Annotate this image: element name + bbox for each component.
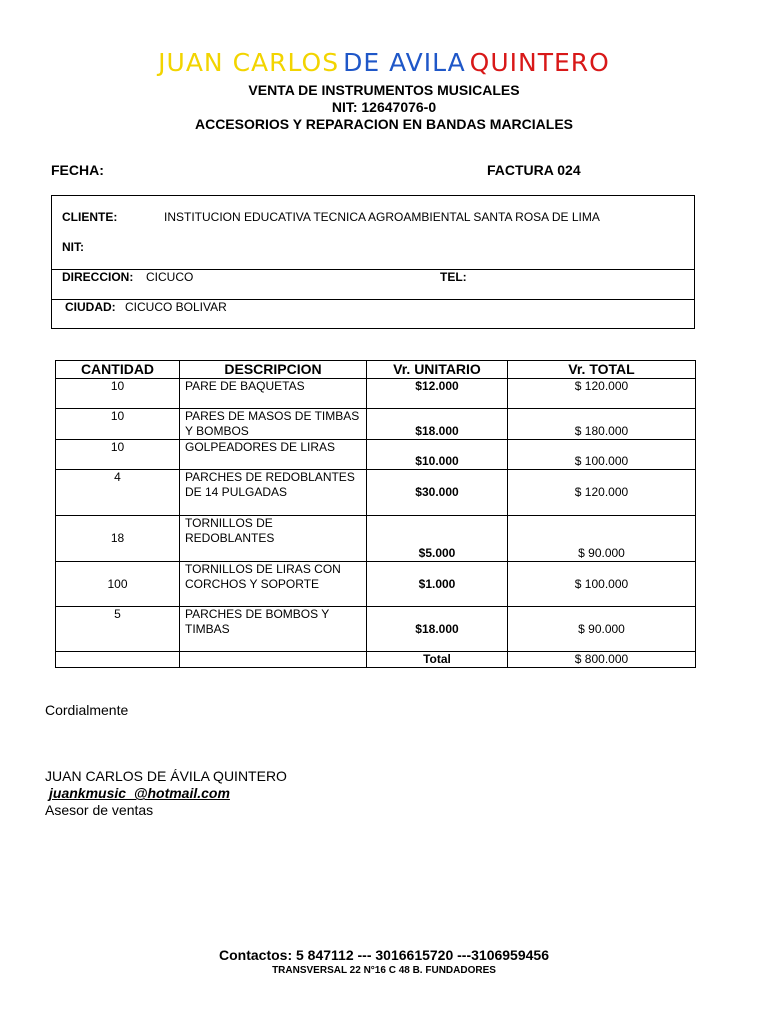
table-row	[56, 440, 696, 470]
cell-total: $ 180.000	[508, 409, 696, 440]
cell-total: $ 120.000	[508, 379, 696, 409]
cell-desc: TORNILLOS DE LIRAS CON CORCHOS Y SOPORTE	[180, 562, 367, 607]
cell-unit: $1.000	[367, 562, 508, 607]
cell-unit: $12.000	[367, 379, 508, 409]
nit-line: NIT: 12647076-0	[331, 99, 437, 115]
title-part-2: DE AVILA	[343, 48, 466, 77]
cell-qty: 100	[56, 562, 180, 607]
cell-qty: 10	[56, 440, 180, 470]
cell-desc: TORNILLOS DE REDOBLANTES	[180, 516, 367, 562]
company-name-title	[0, 48, 768, 77]
cell-qty: 18	[56, 516, 180, 562]
greeting: Cordialmente	[45, 702, 129, 718]
signer-name: JUAN CARLOS DE ÁVILA QUINTERO	[45, 768, 287, 784]
cell-unit: $5.000	[367, 516, 508, 562]
cell-unit: $10.000	[367, 440, 508, 470]
cell-qty: 10	[56, 409, 180, 440]
cell-qty: 5	[56, 607, 180, 652]
cell-desc: PARE DE BAQUETAS	[180, 379, 367, 409]
table-row	[56, 562, 696, 607]
items-table	[55, 360, 696, 668]
cell-empty	[180, 652, 367, 668]
cell-unit: $18.000	[367, 607, 508, 652]
title-part-1: JUAN CARLOS	[158, 48, 340, 77]
cliente-label: CLIENTE:	[62, 210, 118, 224]
cell-qty: 10	[56, 379, 180, 409]
header-descripcion: DESCRIPCION	[180, 361, 367, 379]
footer-contacts: Contactos: 5 847112 --- 3016615720 ---3106959456	[219, 947, 549, 963]
total-label: Total	[367, 652, 508, 668]
table-row	[56, 607, 696, 652]
services-line: ACCESORIOS Y REPARACION EN BANDAS MARCIALES	[194, 116, 574, 132]
nit-label: NIT:	[62, 240, 84, 254]
cell-empty	[56, 652, 180, 668]
table-total-row	[56, 652, 696, 668]
client-info-box	[51, 195, 695, 329]
table-row	[56, 379, 696, 409]
direccion-label: DIRECCION:	[62, 270, 134, 284]
cell-desc: PARCHES DE REDOBLANTES DE 14 PULGADAS	[180, 470, 367, 516]
ciudad-label: CIUDAD:	[65, 300, 116, 314]
cell-desc: PARCHES DE BOMBOS Y TIMBAS	[180, 607, 367, 652]
total-value: $ 800.000	[508, 652, 696, 668]
signer-role: Asesor de ventas	[45, 802, 154, 818]
ciudad-value: CICUCO BOLIVAR	[125, 300, 227, 314]
cell-qty: 4	[56, 470, 180, 516]
tel-label: TEL:	[440, 270, 467, 284]
cell-desc: PARES DE MASOS DE TIMBAS Y BOMBOS	[180, 409, 367, 440]
direccion-value: CICUCO	[146, 270, 194, 284]
cell-total: $ 90.000	[508, 516, 696, 562]
title-part-3: QUINTERO	[469, 48, 610, 77]
table-row	[56, 470, 696, 516]
business-line: VENTA DE INSTRUMENTOS MUSICALES	[248, 82, 520, 98]
cell-total: $ 120.000	[508, 470, 696, 516]
table-header-row	[56, 361, 696, 379]
header-cantidad: CANTIDAD	[56, 361, 180, 379]
factura-number: FACTURA 024	[487, 162, 581, 178]
footer-address: TRANSVERSAL 22 N°16 C 48 B. FUNDADORES	[272, 965, 496, 976]
cell-unit: $30.000	[367, 470, 508, 516]
cell-total: $ 100.000	[508, 562, 696, 607]
header-vr-total: Vr. TOTAL	[508, 361, 696, 379]
fecha-label: FECHA:	[51, 162, 104, 178]
cell-desc: GOLPEADORES DE LIRAS	[180, 440, 367, 470]
header-vr-unitario: Vr. UNITARIO	[367, 361, 508, 379]
cell-unit: $18.000	[367, 409, 508, 440]
cliente-value: INSTITUCION EDUCATIVA TECNICA AGROAMBIENTAL SANTA ROSA DE LIMA	[164, 210, 600, 224]
table-row	[56, 409, 696, 440]
cell-total: $ 90.000	[508, 607, 696, 652]
email-link[interactable]: juankmusic_@hotmail.com	[49, 785, 230, 801]
cell-total: $ 100.000	[508, 440, 696, 470]
table-row	[56, 516, 696, 562]
